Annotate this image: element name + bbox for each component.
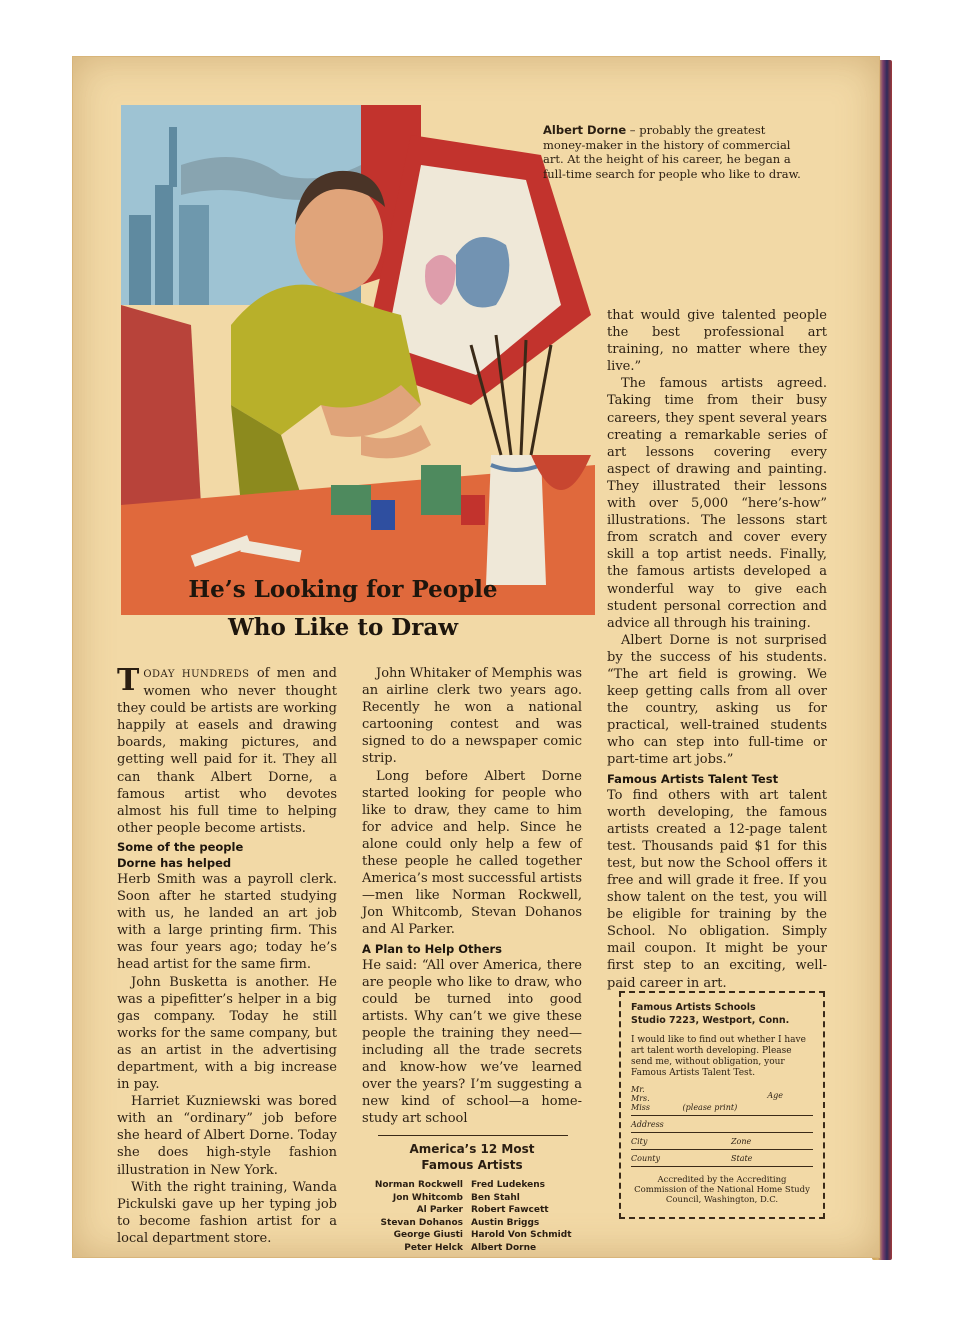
headline-line-1: He’s Looking for People	[188, 576, 498, 603]
paragraph-he-said: He said: “All over America, there are people who like to draw, who could be turned into good artists. Why can’t we give these people the training they need—including all the trade secrets and know-how we’ve learned over the years? I’m suggesting a new kind of school—a home-study art school	[362, 957, 582, 1127]
coupon-school-name: Famous Artists Schools	[631, 1002, 756, 1013]
subheading-plan: A Plan to Help Others	[362, 941, 503, 956]
coupon-address-label: Address	[631, 1120, 664, 1129]
intro-paragraph	[117, 665, 337, 837]
paragraph-not-surprised: Albert Dorne is not surprised by the success of his students. “The art field is growing. We keep getting calls from all over the country, asking us for practical, well-trained students who can step into full-time or part-time art jobs.”	[607, 632, 827, 768]
paragraph-talent-test: To find others with art talent worth developing, the famous artists created a 12-page talent test. Thousands paid $1 for this test, but now the School offers it free and will grade it free. If you show talent on the test, you will be eligible for training by the School. No obligation. Simply mail coupon. It might be your first step to an exciting, well-paid career in art.	[607, 787, 827, 991]
paragraph-herb-smith: Herb Smith was a payroll clerk. Soon after he started studying with us, he landed an art job with a large printing firm. This was four years ago; today he’s head artist for the same firm.	[117, 871, 337, 973]
coupon-miss-label: Miss	[631, 1103, 650, 1112]
portrait-caption	[543, 123, 803, 181]
mail-in-coupon[interactable]	[619, 991, 825, 1219]
artist-row	[355, 1229, 595, 1242]
caption-name: Albert Dorne	[543, 123, 627, 137]
paragraph-john-whitaker: John Whitaker of Memphis was an airline clerk two years ago. Recently he won a national cartooning contest and was signed to do a newspaper comic strip.	[362, 666, 583, 767]
paragraph-continued: that would give talented people the best professional art training, no matter where they live.”	[607, 308, 827, 375]
artist-row	[355, 1242, 595, 1255]
divider-rule	[378, 1135, 568, 1136]
famous-title-line-2: Famous Artists	[421, 1158, 523, 1172]
coupon-mrs-label: Mrs.	[631, 1094, 650, 1103]
artist-name: George Giusti	[393, 1230, 463, 1241]
intro-text: of men and women who never thought they could be artists are working happily at easels and drawing boards, making pictures, and getting well paid for it. They all can thank Albert Dorne, a famous artist who devotes almost his full time to helping other people become artists.	[117, 666, 337, 836]
coupon-state-label: State	[731, 1154, 753, 1163]
coupon-county-label: County	[631, 1154, 660, 1163]
famous-artists-title	[362, 1141, 582, 1173]
subheading-line-2: Dorne has helped	[117, 855, 232, 870]
coupon-salutation-block	[631, 1085, 813, 1103]
coupon-header	[631, 1001, 813, 1027]
coupon-county-field[interactable]	[631, 1154, 813, 1167]
coupon-accreditation: Accredited by the Accrediting Commission of the National Home Study Council, Washington, D.C.	[634, 1175, 810, 1205]
headline-line-2: Who Like to Draw	[227, 614, 459, 641]
paragraph-artists-agreed: The famous artists agreed. Taking time from their busy careers, they spent several years creating a remarkable series of art lessons covering every aspect of drawing and painting. They illustrated their lessons with over 5,000 “here’s-how” illustrations. The lessons start from scratch and cover every skill a top artist needs. Finally, the famous artists developed a wonderful way to give each student personal correction and advice all through his training.	[607, 376, 827, 631]
artist-name: Stevan Dohanos	[380, 1217, 463, 1228]
coupon-please-print: (please print)	[682, 1103, 738, 1112]
subheading-line-1: Some of the people	[117, 839, 244, 854]
artist-name: Austin Briggs	[471, 1217, 540, 1228]
intro-smallcaps: ODAY HUNDREDS	[143, 669, 250, 680]
artist-name: Albert Dorne	[471, 1242, 537, 1253]
artist-name: Ben Stahl	[471, 1192, 520, 1203]
article-column-3	[607, 307, 827, 992]
artist-row	[355, 1204, 595, 1217]
coupon-age-label: Age	[767, 1091, 783, 1100]
artist-name: Robert Fawcett	[471, 1205, 549, 1216]
artist-row	[355, 1192, 595, 1205]
drop-cap: T	[117, 663, 140, 698]
artist-name: Peter Helck	[404, 1242, 463, 1253]
caption-text: – probably the greatest money-maker in the history of commercial art. At the height of his career, he began a full-time search for people who like to draw.	[543, 123, 801, 181]
coupon-mr-label: Mr.	[631, 1085, 645, 1094]
artist-name: Fred Ludekens	[471, 1180, 545, 1190]
artist-illustration	[121, 105, 595, 615]
artist-row	[355, 1179, 595, 1192]
article-column-2	[362, 665, 582, 1127]
paragraph-harriet: Harriet Kuzniewski was bored with an “ordinary” job before she heard of Albert Dorne. Today she does high-style fashion illustration in New York.	[117, 1094, 337, 1178]
comic-back-cover-page	[72, 56, 880, 1258]
paragraph-long-before: Long before Albert Dorne started looking for people who like to draw, they came to him for advice and help. Since he alone could only help a few of these people he called together America’s most successful artists —men like Norman Rockwell, Jon Whitcomb, Stevan Dohanos and Al Parker.	[362, 768, 582, 938]
coupon-zone-label: Zone	[731, 1137, 752, 1146]
paragraph-john-busketta: John Busketta is another. He was a pipefitter’s helper in a big gas company. Today he still works for the same company, but as an artist in the advertising department, with a big increase in pay.	[117, 974, 337, 1093]
artist-name: Al Parker	[416, 1205, 463, 1216]
paragraph-wanda: With the right training, Wanda Pickulski gave up her typing job to become fashion artist for a local department store.	[117, 1179, 337, 1246]
subheading-some-people	[117, 839, 337, 871]
coupon-city-field[interactable]	[631, 1137, 813, 1150]
artist-name: Jon Whitcomb	[392, 1192, 463, 1203]
coupon-studio-address: Studio 7223, Westport, Conn.	[631, 1015, 790, 1026]
coupon-city-label: City	[631, 1137, 648, 1146]
artist-name: Norman Rockwell	[374, 1180, 463, 1190]
famous-artists-list	[355, 1179, 595, 1255]
artist-name: Harold Von Schmidt	[471, 1230, 572, 1241]
subheading-talent-test: Famous Artists Talent Test	[607, 771, 779, 786]
artist-row	[355, 1217, 595, 1230]
coupon-body-text: I would like to find out whether I have art talent worth developing. Please send me, without obligation, your Famous Artists Talent Test.	[631, 1035, 806, 1078]
article-column-1	[117, 665, 337, 1247]
page-headline	[133, 571, 553, 647]
coupon-address-field[interactable]	[631, 1120, 813, 1133]
famous-title-line-1: America’s 12 Most	[409, 1142, 535, 1156]
